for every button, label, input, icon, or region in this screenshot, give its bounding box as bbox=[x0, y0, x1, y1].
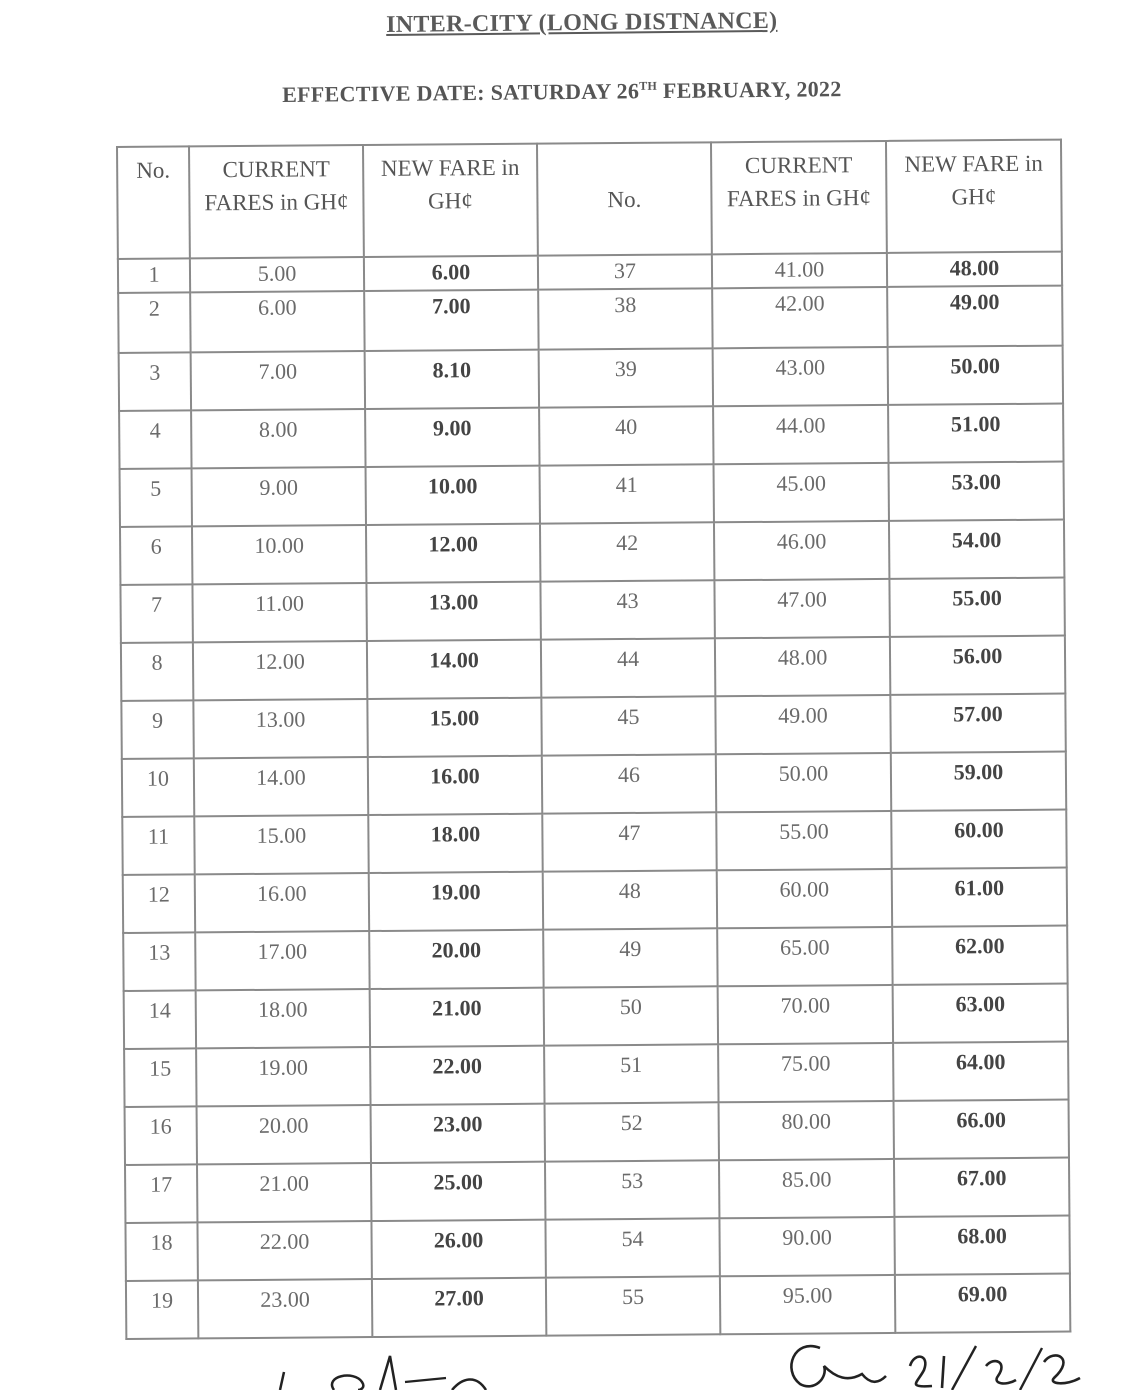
cell-new-left: 27.00 bbox=[372, 1278, 546, 1337]
cell-current-left: 7.00 bbox=[191, 351, 365, 410]
cell-no-left: 6 bbox=[120, 526, 192, 585]
cell-new-left: 7.00 bbox=[364, 290, 538, 351]
table-row bbox=[125, 1216, 1069, 1281]
cell-no-right: 44 bbox=[541, 638, 715, 697]
cell-no-left: 3 bbox=[119, 352, 191, 411]
header-no-left: No. bbox=[117, 146, 190, 259]
cell-new-right: 63.00 bbox=[893, 984, 1068, 1043]
cell-current-left: 15.00 bbox=[194, 815, 368, 874]
cell-new-left: 20.00 bbox=[369, 930, 543, 989]
cell-current-left: 8.00 bbox=[191, 409, 365, 468]
cell-current-left: 14.00 bbox=[194, 757, 368, 816]
cell-new-right: 57.00 bbox=[890, 694, 1065, 753]
cell-no-left: 8 bbox=[121, 642, 193, 701]
cell-no-left: 9 bbox=[121, 700, 193, 759]
cell-new-right: 50.00 bbox=[888, 346, 1063, 405]
cell-new-right: 48.00 bbox=[887, 252, 1062, 287]
signature-right bbox=[780, 1326, 1090, 1390]
header-row bbox=[117, 140, 1062, 259]
table-row bbox=[124, 1042, 1068, 1107]
cell-no-right: 45 bbox=[541, 696, 715, 755]
table-row bbox=[122, 752, 1066, 817]
effective-date-superscript: TH bbox=[639, 78, 658, 93]
cell-current-right: 43.00 bbox=[713, 347, 888, 406]
cell-no-left: 7 bbox=[120, 584, 192, 643]
cell-no-right: 43 bbox=[540, 580, 714, 639]
header-current-right: CURRENT FARES in GH¢ bbox=[711, 141, 887, 254]
cell-current-right: 45.00 bbox=[714, 463, 889, 522]
cell-no-right: 52 bbox=[545, 1102, 719, 1161]
cell-new-right: 60.00 bbox=[891, 810, 1066, 869]
cell-no-left: 14 bbox=[124, 990, 196, 1049]
cell-new-left: 19.00 bbox=[369, 872, 543, 931]
cell-current-left: 21.00 bbox=[197, 1163, 371, 1222]
cell-new-right: 56.00 bbox=[890, 636, 1065, 695]
cell-current-right: 60.00 bbox=[717, 869, 892, 928]
cell-new-right: 53.00 bbox=[889, 462, 1064, 521]
cell-current-right: 70.00 bbox=[718, 985, 893, 1044]
cell-no-left: 13 bbox=[123, 932, 195, 991]
cell-new-left: 21.00 bbox=[370, 988, 544, 1047]
cell-current-right: 46.00 bbox=[714, 521, 889, 580]
cell-current-left: 19.00 bbox=[196, 1047, 370, 1106]
cell-no-right: 42 bbox=[540, 522, 714, 581]
cell-current-right: 55.00 bbox=[716, 811, 891, 870]
table-row bbox=[119, 404, 1063, 469]
cell-current-left: 5.00 bbox=[190, 257, 364, 292]
cell-no-left: 10 bbox=[122, 758, 194, 817]
cell-new-left: 25.00 bbox=[371, 1162, 545, 1221]
cell-new-right: 55.00 bbox=[889, 578, 1064, 637]
header-new-left: NEW FARE in GH¢ bbox=[363, 144, 538, 257]
cell-new-left: 9.00 bbox=[365, 408, 539, 467]
cell-no-right: 46 bbox=[542, 754, 716, 813]
table-row bbox=[123, 868, 1067, 933]
cell-no-right: 37 bbox=[538, 254, 712, 289]
cell-no-left: 19 bbox=[126, 1280, 198, 1339]
cell-new-left: 14.00 bbox=[367, 640, 541, 699]
cell-no-left: 16 bbox=[125, 1106, 197, 1165]
cell-current-left: 20.00 bbox=[197, 1105, 371, 1164]
cell-new-left: 22.00 bbox=[370, 1046, 544, 1105]
signature-left bbox=[270, 1342, 510, 1390]
cell-new-right: 54.00 bbox=[889, 520, 1064, 579]
cell-current-right: 42.00 bbox=[712, 287, 887, 348]
cell-no-right: 54 bbox=[545, 1218, 719, 1277]
document-title: INTER-CITY (LONG DISTNANCE) bbox=[386, 7, 778, 38]
fare-table bbox=[116, 139, 1071, 1340]
table-row bbox=[119, 346, 1063, 411]
table-row bbox=[123, 926, 1067, 991]
header-current-left: CURRENT FARES in GH¢ bbox=[189, 145, 364, 258]
cell-current-left: 22.00 bbox=[197, 1221, 371, 1280]
cell-no-right: 39 bbox=[539, 348, 713, 407]
table-row bbox=[124, 984, 1068, 1049]
cell-new-right: 61.00 bbox=[892, 868, 1067, 927]
table-row bbox=[120, 578, 1064, 643]
cell-current-right: 49.00 bbox=[715, 695, 890, 754]
cell-no-right: 55 bbox=[546, 1276, 720, 1335]
cell-new-right: 49.00 bbox=[887, 286, 1062, 347]
cell-no-left: 11 bbox=[122, 816, 194, 875]
cell-no-left: 4 bbox=[119, 410, 191, 469]
cell-no-left: 15 bbox=[124, 1048, 196, 1107]
cell-current-left: 16.00 bbox=[195, 873, 369, 932]
cell-current-right: 47.00 bbox=[714, 579, 889, 638]
cell-current-right: 65.00 bbox=[717, 927, 892, 986]
cell-new-left: 18.00 bbox=[368, 814, 542, 873]
effective-date bbox=[282, 76, 842, 108]
cell-current-right: 50.00 bbox=[716, 753, 891, 812]
cell-current-left: 17.00 bbox=[195, 931, 369, 990]
cell-new-right: 69.00 bbox=[895, 1274, 1070, 1333]
cell-no-right: 51 bbox=[544, 1044, 718, 1103]
cell-new-left: 10.00 bbox=[366, 466, 540, 525]
cell-no-left: 17 bbox=[125, 1164, 197, 1223]
cell-no-right: 41 bbox=[540, 464, 714, 523]
cell-no-right: 40 bbox=[539, 406, 713, 465]
effective-date-prefix: EFFECTIVE DATE: SATURDAY 26 bbox=[282, 78, 640, 107]
fare-table-container bbox=[116, 139, 1069, 1340]
cell-no-right: 53 bbox=[545, 1160, 719, 1219]
cell-no-right: 47 bbox=[542, 812, 716, 871]
cell-current-left: 12.00 bbox=[193, 641, 367, 700]
cell-new-right: 66.00 bbox=[894, 1100, 1069, 1159]
cell-current-left: 23.00 bbox=[198, 1279, 372, 1338]
cell-current-left: 11.00 bbox=[192, 583, 366, 642]
cell-current-right: 44.00 bbox=[713, 405, 888, 464]
cell-current-left: 10.00 bbox=[192, 525, 366, 584]
cell-no-right: 38 bbox=[538, 288, 712, 349]
cell-no-right: 48 bbox=[543, 870, 717, 929]
cell-new-right: 51.00 bbox=[888, 404, 1063, 463]
cell-new-right: 64.00 bbox=[893, 1042, 1068, 1101]
effective-date-suffix: FEBRUARY, 2022 bbox=[657, 76, 842, 104]
cell-current-right: 85.00 bbox=[719, 1159, 894, 1218]
cell-no-left: 1 bbox=[118, 258, 190, 293]
table-row bbox=[118, 286, 1062, 353]
cell-no-left: 18 bbox=[125, 1222, 197, 1281]
cell-current-right: 90.00 bbox=[719, 1217, 894, 1276]
table-row bbox=[121, 636, 1065, 701]
table-row bbox=[125, 1100, 1069, 1165]
cell-new-right: 62.00 bbox=[892, 926, 1067, 985]
cell-no-left: 12 bbox=[123, 874, 195, 933]
header-no-right: No. bbox=[537, 142, 712, 255]
cell-new-right: 67.00 bbox=[894, 1158, 1069, 1217]
cell-no-left: 5 bbox=[120, 468, 192, 527]
fare-table-body bbox=[118, 252, 1070, 1339]
cell-new-left: 6.00 bbox=[364, 256, 538, 291]
cell-new-left: 26.00 bbox=[371, 1220, 545, 1279]
table-row bbox=[125, 1158, 1069, 1223]
cell-new-left: 16.00 bbox=[368, 756, 542, 815]
table-row bbox=[122, 810, 1066, 875]
cell-new-left: 13.00 bbox=[366, 582, 540, 641]
cell-current-left: 18.00 bbox=[196, 989, 370, 1048]
cell-current-right: 48.00 bbox=[715, 637, 890, 696]
table-row bbox=[121, 694, 1065, 759]
cell-new-left: 15.00 bbox=[367, 698, 541, 757]
cell-new-left: 8.10 bbox=[365, 350, 539, 409]
cell-no-right: 50 bbox=[544, 986, 718, 1045]
cell-new-right: 68.00 bbox=[894, 1216, 1069, 1275]
table-row bbox=[120, 462, 1064, 527]
header-new-right: NEW FARE in GH¢ bbox=[886, 140, 1062, 253]
cell-no-left: 2 bbox=[118, 292, 190, 353]
cell-new-right: 59.00 bbox=[891, 752, 1066, 811]
cell-new-left: 12.00 bbox=[366, 524, 540, 583]
cell-current-left: 9.00 bbox=[192, 467, 366, 526]
cell-current-right: 80.00 bbox=[719, 1101, 894, 1160]
cell-new-left: 23.00 bbox=[371, 1104, 545, 1163]
cell-current-right: 95.00 bbox=[720, 1275, 895, 1334]
cell-no-right: 49 bbox=[543, 928, 717, 987]
cell-current-right: 41.00 bbox=[712, 253, 887, 288]
cell-current-right: 75.00 bbox=[718, 1043, 893, 1102]
cell-current-left: 13.00 bbox=[193, 699, 367, 758]
table-row bbox=[120, 520, 1064, 585]
cell-current-left: 6.00 bbox=[190, 291, 364, 352]
